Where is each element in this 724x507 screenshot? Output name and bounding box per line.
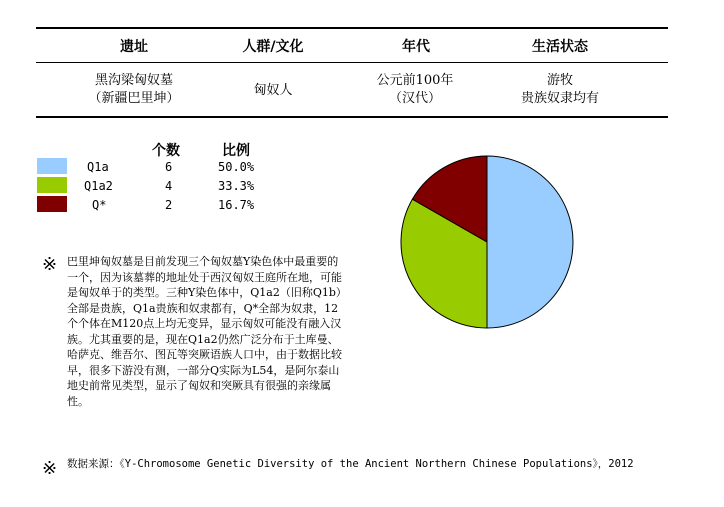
note-mark: ※ <box>42 254 58 275</box>
cell-site-line1: 黑沟梁匈奴墓 <box>94 73 173 88</box>
header-era: 年代 <box>402 39 430 55</box>
legend-ratio-q1a: 50.0% <box>218 160 255 174</box>
cell-site-line2: （新疆巴里坤） <box>88 91 180 106</box>
note-text: 巴里坤匈奴墓是目前发现三个匈奴墓Y染色体中最重要的一个，因为该墓葬的地址处于西汉匈奴王庭所在地，可能是匈奴单于的类型。三种Y染色体中，Q1a2（旧称Q1b）全部是贵族，Q1a贵族和奴隶都有，Q*全部为奴隶，12个个体在M120点上均无变异，显示匈奴可能没有融入汉族。尤其重要的是，现在Q1a2仍然广泛分布于土库曼、哈萨克、维吾尔、图瓦等突厥语族人口中，由于数据比较早，很多下游没有测，一部分Q实际为L54，是阿尔泰山地史前常见类型，显示了匈奴和突厥具有很强的亲缘属性。 <box>67 255 347 408</box>
legend-ratio-qstar: 16.7% <box>218 198 255 212</box>
legend-ratio-header: 比例 <box>222 143 250 159</box>
legend-count-header: 个数 <box>152 143 180 159</box>
cell-people <box>193 82 353 100</box>
legend-label-q1a2: Q1a2 <box>84 179 113 193</box>
header-people: 人群/文化 <box>242 39 304 55</box>
table-top-rule <box>36 27 668 29</box>
legend-swatch-qstar <box>37 196 67 212</box>
pie-chart <box>395 150 579 334</box>
cell-people-text: 匈奴人 <box>253 83 293 98</box>
source-mark: ※ <box>42 458 58 479</box>
legend-swatch-q1a2 <box>37 177 67 193</box>
header-life: 生活状态 <box>532 39 588 55</box>
cell-life-line2: 贵族奴隶均有 <box>520 91 599 106</box>
header-site: 遗址 <box>120 39 148 55</box>
cell-life-line1: 游牧 <box>546 73 573 88</box>
legend-count-q1a: 6 <box>165 160 173 174</box>
cell-era <box>335 72 495 108</box>
table-header-rule <box>36 62 668 63</box>
legend-label-qstar: Q* <box>92 198 107 212</box>
legend-count-q1a2: 4 <box>165 179 173 193</box>
legend-count-qstar: 2 <box>165 198 173 212</box>
legend-swatch-q1a <box>37 158 67 174</box>
cell-life <box>480 72 640 108</box>
pie-slice-q1a <box>487 156 573 328</box>
table-bottom-rule <box>36 116 668 118</box>
source-text: 数据来源：《Y-Chromosome Genetic Diversity of the Ancient Northern Chinese Populations》，2012 <box>67 458 634 470</box>
legend-ratio-q1a2: 33.3% <box>218 179 255 193</box>
legend-label-q1a: Q1a <box>87 160 109 174</box>
cell-site <box>54 72 214 108</box>
cell-era-line1: 公元前100年 <box>376 73 454 88</box>
cell-era-line2: （汉代） <box>388 91 441 106</box>
